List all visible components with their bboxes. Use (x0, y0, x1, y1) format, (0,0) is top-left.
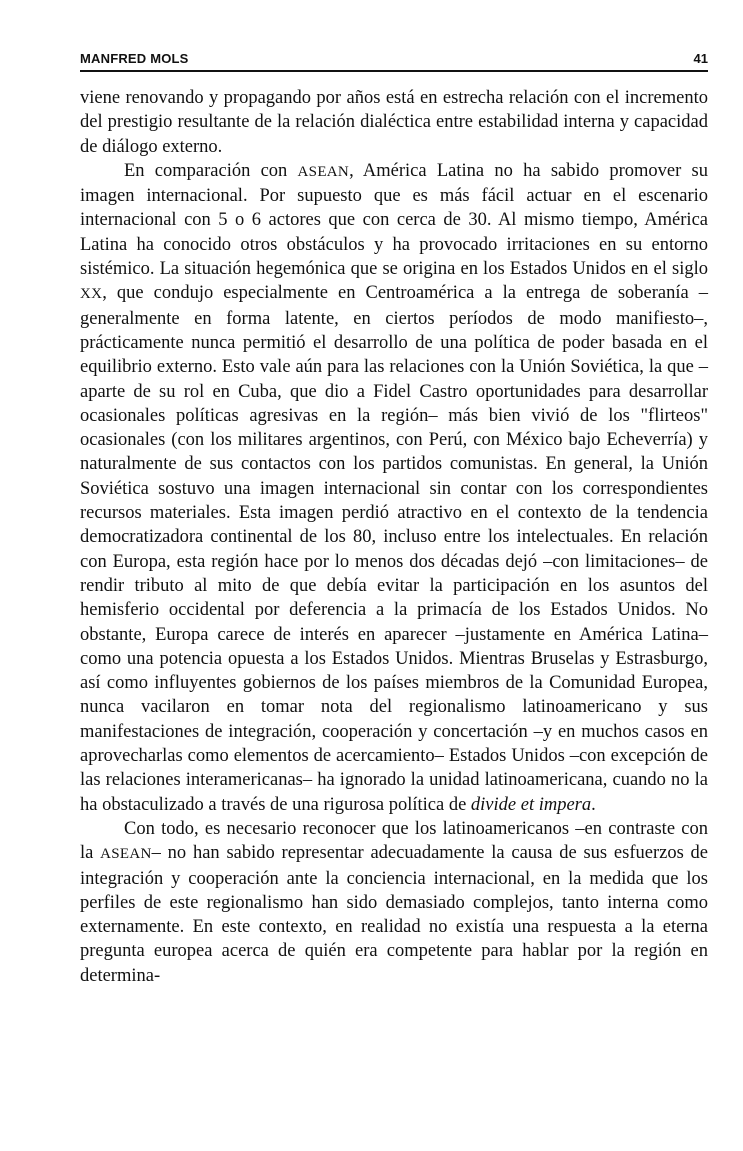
paragraph-2 (80, 159, 708, 817)
body-text (80, 86, 708, 988)
paragraph-2-part-3: , que condujo especialmente en Centroamérica a la entrega de soberanía –generalmente en forma latente, en ciertos períodos de modo manifiesto–, prácticamente nunca permitió el desarrollo de una política de poder basada en el equilibrio externo. Esto vale aún para las relaciones con la Unión Soviética, la que –aparte de su rol en Cuba, que dio a Fidel Castro oportunidades para desarrollar ocasionales políticas agresivas en la región– más bien vivió de los "flirteos" ocasionales (con los militares argentinos, con Perú, con México bajo Echeverría) y naturalmente de sus contactos con los partidos comunistas. En general, la Unión Soviética sostuvo una imagen internacional sin contar con los correspondientes recursos materiales. Esta imagen perdió atractivo en el contexto de la tendencia democratizadora continental de los 80, incluso entre los intelectuales. En relación con Europa, esta región hace por lo menos dos décadas dejó –con limitaciones– de rendir tributo al mito de que debía evitar la participación en los asuntos del hemisferio occidental por deferencia a la primacía de los Estados Unidos. No obstante, Europa carece de interés en aparecer –justamente en América Latina– como una potencia opuesta a los Estados Unidos. Mientras Bruselas y Estrasburgo, así como influyentes gobiernos de los países miembros de la Comunidad Europea, nunca vacilaron en tomar nota del regionalismo latinoamericano y sus manifestaciones de integración, cooperación y concertación –y en muchos casos en aprovecharlas como elementos de acercamiento– Estados Unidos –con excepción de las relaciones interamericanas– ha ignorado la unidad latinoamericana, cuando no la ha obstaculizado a través de una rigurosa política de (80, 283, 708, 815)
paragraph-2-part-2: , América Latina no ha sabido promover su imagen internacional. Por supuesto que es más fácil actuar en el escenario internacional con 5 o 6 actores que con cerca de 30. Al mismo tiempo, América Latina ha conocido otros obstáculos y ha provocado irritaciones en su entorno sistémico. La situación hegemónica que se origina en los Estados Unidos en el siglo (80, 160, 708, 280)
paragraph-3-part-1: Con todo, es necesario reconocer que los latinoamericanos –en contraste con la (80, 818, 708, 864)
paragraph-3 (80, 817, 708, 988)
paragraph-1: viene renovando y propagando por años está en estrecha relación con el incremento del prestigio resultante de la relación dialéctica entre estabilidad interna y capacidad de diálogo externo. (80, 88, 708, 157)
page-number: 41 (693, 51, 708, 66)
paragraph-2-part-1: En comparación con (124, 160, 298, 181)
paragraph-3-part-2: – no han sabido representar adecuadamente la causa de sus esfuerzos de integración y cooperación ante la conciencia internacional, en la medida que los perfiles de este regionalismo han sido demasiado complejos, tanto interna como externamente. En este contexto, en realidad no existía una respuesta a la eterna pregunta europea acerca de quién era competente para hablar por la región en determina- (80, 843, 709, 986)
asean-acronym: ASEAN (100, 846, 152, 863)
latin-phrase: divide et impera (470, 794, 592, 815)
book-page (80, 48, 708, 988)
running-head-author: MANFRED MOLS (80, 51, 189, 66)
running-header (80, 48, 708, 72)
century-numeral: XX (80, 286, 103, 303)
paragraph-2-part-4: . (591, 794, 596, 815)
asean-acronym: ASEAN (297, 163, 350, 180)
